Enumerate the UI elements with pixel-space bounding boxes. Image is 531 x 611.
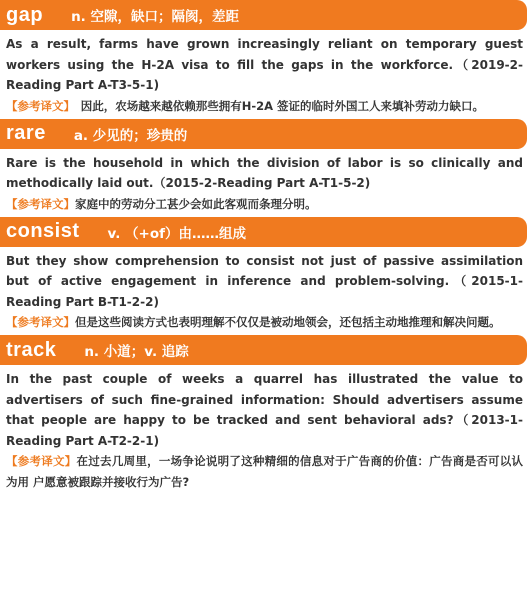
headword: rare <box>6 122 46 144</box>
reference-tag: 【参考译文】 <box>6 98 70 113</box>
definition: n. 小道；v. 追踪 <box>84 344 189 360</box>
translation-text: 在过去几周里，一场争论说明了这种精细的信息对于广告商的价值：广告商是否可以认为用 户愿意被跟踪并接收行为广告? <box>6 454 524 489</box>
word-banner <box>0 119 527 149</box>
translation-text: 但是这些阅读方式也表明理解不仅仅是被动地领会，还包括主动地推理和解决问题。 <box>75 315 501 329</box>
translation <box>0 96 531 119</box>
translation-text: 因此，农场越来越依赖那些拥有H-2A 签证的临时外国工人来填补劳动力缺口。 <box>69 98 485 113</box>
reference-tag: 【参考译文】 <box>6 315 75 329</box>
reference-tag: 【参考译文】 <box>6 454 77 468</box>
headword: track <box>6 338 57 361</box>
reference-tag: 【参考译文】 <box>6 196 75 211</box>
example-sentence: As a result, farms have grown increasingly reliant on temporary guest workers using the H-2A visa to fill the gaps in the workforce.（2019-2-Reading Part A-T3-5-1) <box>6 37 523 92</box>
translation-text: 家庭中的劳动分工甚少会如此客观而条理分明。 <box>75 196 317 211</box>
word-banner <box>0 335 527 365</box>
word-banner <box>0 0 527 30</box>
example-sentence: In the past couple of weeks a quarrel has illustrated the value to advertisers of such fine-grained information: Should advertisers assume that people are happy to be tracked and sent behavioral ads?（2013-1-Reading Part A-T2-2-1) <box>6 372 523 448</box>
translation <box>0 194 531 217</box>
definition: v. （+of）由……组成 <box>107 225 247 242</box>
entry-gap <box>0 0 531 119</box>
example-sentence: But they show comprehension to consist not just of passive assimilation but of active engagement in inference and problem-solving.（2015-1-Reading Part B-T1-2-2) <box>6 253 523 309</box>
translation <box>0 312 531 335</box>
entry-consist <box>0 217 531 336</box>
headword: gap <box>6 3 44 26</box>
example-sentence: Rare is the household in which the division of labor is so clinically and methodically laid out.（2015-2-Reading Part A-T1-5-2) <box>6 155 523 190</box>
definition: n. 空隙，缺口；隔阂，差距 <box>71 9 240 25</box>
translation <box>0 451 531 495</box>
headword: consist <box>6 220 80 242</box>
entry-rare <box>0 119 531 217</box>
definition: a. 少见的；珍贵的 <box>73 127 188 144</box>
word-banner <box>0 217 527 247</box>
entry-track <box>0 335 531 495</box>
